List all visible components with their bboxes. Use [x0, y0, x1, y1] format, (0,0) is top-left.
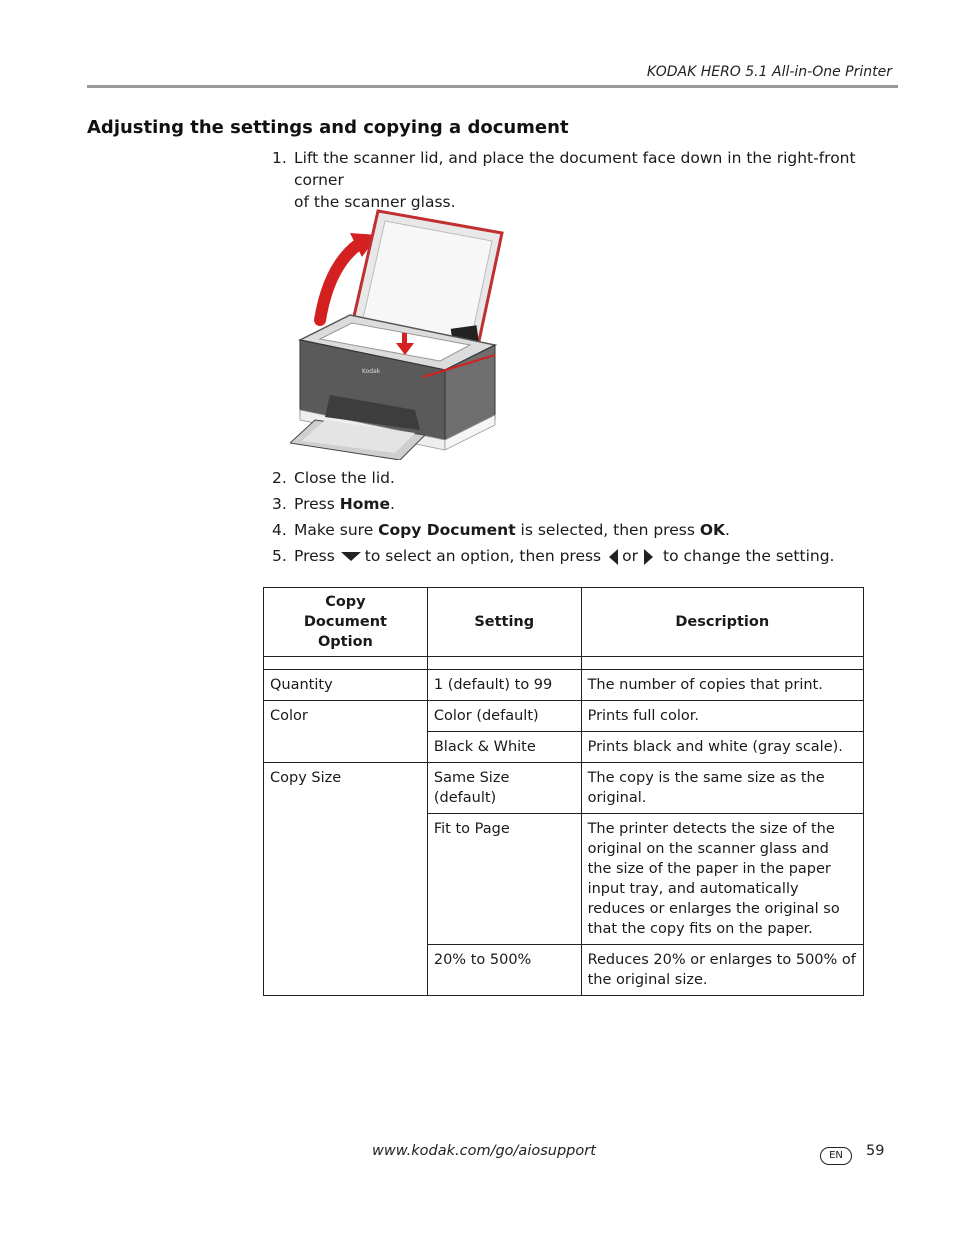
description-cell: Prints black and white (gray scale).: [581, 732, 863, 763]
header-rule: [87, 85, 898, 88]
table-row: [264, 701, 864, 732]
table-row: [264, 814, 864, 945]
step-number: 4.: [272, 521, 287, 539]
step-3: [272, 493, 672, 515]
description-cell: The copy is the same size as the original.: [581, 763, 863, 814]
language-badge: EN: [820, 1147, 852, 1165]
step-5: [272, 545, 872, 569]
option-cell: [264, 814, 428, 945]
header-gap: [264, 657, 864, 670]
setting-cell: 20% to 500%: [427, 945, 581, 996]
step-text: [294, 147, 904, 213]
step-4: [272, 519, 872, 541]
step-number: 5.: [272, 547, 287, 565]
step-text: Make sure Copy Document is selected, then press OK.: [294, 521, 730, 539]
ok-keyword: OK: [699, 521, 726, 539]
option-cell: [264, 732, 428, 763]
column-header-option: Copy Document Option: [264, 588, 428, 657]
description-cell: The printer detects the size of the original on the scanner glass and the size of the paper in the paper input tray, and automatically reduces or enlarges the original so that the copy fits on the paper.: [581, 814, 863, 945]
option-cell: Quantity: [264, 670, 428, 701]
brand-label: Kodak: [362, 368, 381, 375]
down-arrow-icon: [341, 552, 361, 561]
description-cell: Reduces 20% or enlarges to 500% of the original size.: [581, 945, 863, 996]
copy-document-settings-table: [263, 587, 864, 996]
column-header-description: Description: [581, 588, 863, 657]
footer-support-url[interactable]: www.kodak.com/go/aiosupport: [372, 1143, 596, 1159]
option-cell: [264, 945, 428, 996]
setting-cell: Fit to Page: [427, 814, 581, 945]
setting-cell: Black & White: [427, 732, 581, 763]
step-number: 1.: [272, 149, 287, 167]
option-cell: Copy Size: [264, 763, 428, 814]
table-row: [264, 763, 864, 814]
step-number: 3.: [272, 495, 287, 513]
option-cell: Color: [264, 701, 428, 732]
step-number: 2.: [272, 469, 287, 487]
step-text: Press Home.: [294, 495, 395, 513]
setting-cell: Color (default): [427, 701, 581, 732]
table-header-row: [264, 588, 864, 657]
step-text-line-1: Lift the scanner lid, and place the document face down in the right-front corner: [294, 149, 856, 189]
table-row: [264, 945, 864, 996]
right-arrow-icon: [644, 549, 653, 565]
header-title: KODAK HERO 5.1 All-in-One Printer: [646, 64, 892, 80]
setting-cell: 1 (default) to 99: [427, 670, 581, 701]
column-header-setting: Setting: [427, 588, 581, 657]
step-text: Close the lid.: [294, 469, 395, 487]
table-row: [264, 670, 864, 701]
section-title: Adjusting the settings and copying a document: [87, 117, 569, 138]
printer-illustration: [290, 205, 510, 460]
step-1: [272, 147, 912, 211]
setting-cell: Same Size (default): [427, 763, 581, 814]
description-cell: The number of copies that print.: [581, 670, 863, 701]
left-arrow-icon: [609, 549, 618, 565]
step-text: Press to select an option, then press or to change the setting.: [294, 547, 835, 565]
step-text-line-2: of the scanner glass.: [294, 193, 456, 211]
page-number: 59: [866, 1143, 885, 1159]
description-cell: Prints full color.: [581, 701, 863, 732]
step-2: [272, 467, 672, 489]
table-row: [264, 732, 864, 763]
home-keyword: Home: [339, 495, 391, 513]
copy-document-keyword: Copy Document: [378, 521, 516, 539]
